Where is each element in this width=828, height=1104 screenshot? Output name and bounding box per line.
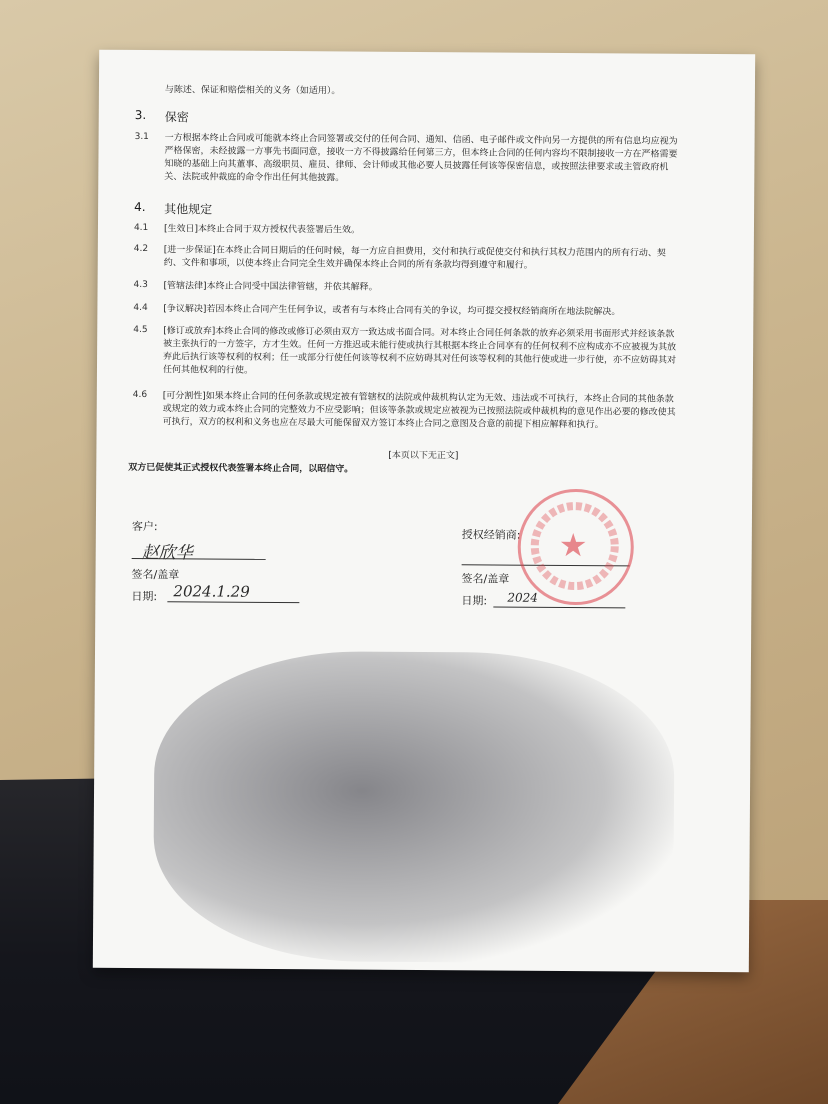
clause-4-5-line-2: 被主张执行的一方签字，方才生效。任何一方推迟或未能行使或执行其根据本终止合同享有的任何权利不应构成亦不应被视为其放 [163,339,677,353]
clause-4-6-line-1: [可分割性]如果本终止合同的任何条款或规定被有管辖权的法院或仲裁机构认定为无效、违法或不可执行，本终止合同的其他条款 [162,391,674,405]
clause-4-1-line-1: [生效日]本终止合同于双方授权代表签署后生效。 [163,224,361,236]
dealer-date-line [493,606,625,608]
no-text-below-note: [本页以下无正文] [388,450,459,462]
clause-4-2-number: 4.2 [133,243,149,255]
customer-date-label: 日期: [131,589,158,604]
contract-page [93,50,755,973]
dealer-label: 授权经销商: [461,528,521,542]
section-3-number: 3. [134,107,147,123]
witness-statement: 双方已促使其正式授权代表签署本终止合同，以昭信守。 [128,462,354,475]
customer-sign-label: 签名/盖章 [131,567,180,582]
clause-4-2-line-1: [进一步保证]在本终止合同日期后的任何时候，每一方应自担费用，交付和执行或促使交付和执行其权力范围内的所有行动、契 [163,245,666,259]
dealer-date-value: 2024 [507,590,538,605]
clause-4-5-number: 4.5 [133,324,148,336]
clause-4-5-line-4: 任何其他权利的行使。 [162,365,254,376]
customer-signature: 赵欣华 [141,543,193,564]
seal-star-icon: ★ [558,525,588,565]
clause-3-1-line-4: 关、法院或仲裁庭的命令作出任何其他披露。 [164,172,345,184]
clause-4-4-line-1: [争议解决]若因本终止合同产生任何争议，或者有与本终止合同有关的争议，均可提交授权经销商所在地法院解决。 [163,304,621,318]
clause-4-6-line-3: 可执行，双方的权利和义务也应在尽最大可能保留双方签订本终止合同之意图及合意的前提下相应解释和执行。 [162,417,604,431]
clause-4-4-number: 4.4 [133,302,148,314]
section-4-number: 4. [134,199,146,215]
customer-date-value: 2024.1.29 [173,582,250,601]
clause-4-6-line-2: 或规定的效力或本终止合同的完整效力不应受影响；但该等条款或规定应被视为已按照法院或仲裁机构的意见作出必要的修改使其 [162,404,676,418]
clause-4-6-number: 4.6 [132,389,148,401]
continued-line: 与陈述、保证和赔偿相关的义务（如适用）。 [164,85,341,97]
customer-label: 客户: [131,519,158,534]
clause-3-1-line-3: 知晓的基础上向其董事、高级职员、雇员、律师、会计师或其他必要人员披露任何该等保密信息，或按照法律要求或主管政府机 [164,159,669,173]
company-seal-stamp [517,489,634,606]
clause-3-1-line-2: 严格保密，未经披露一方事先书面同意，接收一方不得披露给任何第三方，但本终止合同的任何内容均不限制接收一方在严格需要 [164,146,678,160]
section-3-title: 保密 [164,110,189,125]
clause-4-5-line-3: 弃此后执行该等权利的权利；任一或部分行使任何该等权利不应妨碍其对任何该等权利的其他行使或进一步行使，亦不应妨碍其对 [163,352,677,366]
clause-3-1-line-1: 一方根据本终止合同或可能就本终止合同签署或交付的任何合同、通知、信函、电子邮件或文件向另一方提供的所有信息均应视为 [164,133,678,147]
section-4-title: 其他规定 [164,202,213,217]
clause-4-3-line-1: [管辖法律]本终止合同受中国法律管辖，并依其解释。 [163,281,378,293]
dealer-sign-label: 签名/盖章 [461,572,510,586]
dealer-date-label: 日期: [461,594,488,608]
clause-4-2-line-2: 约、文件和事项，以使本终止合同完全生效并确保本终止合同的所有条款均得到遵守和履行。 [163,258,533,271]
clause-3-1-number: 3.1 [134,131,149,143]
clause-4-3-number: 4.3 [133,279,148,291]
seal-ring-pattern [526,498,623,595]
clause-4-1-number: 4.1 [133,222,149,234]
clause-4-5-line-1: [修订或放弃]本终止合同的修改或修订必须由双方一致达成书面合同。对本终止合同任何条款的放弃必须采用书面形式并经该条款 [163,326,675,340]
customer-date-line [167,601,299,603]
hand-shadow [153,650,675,964]
